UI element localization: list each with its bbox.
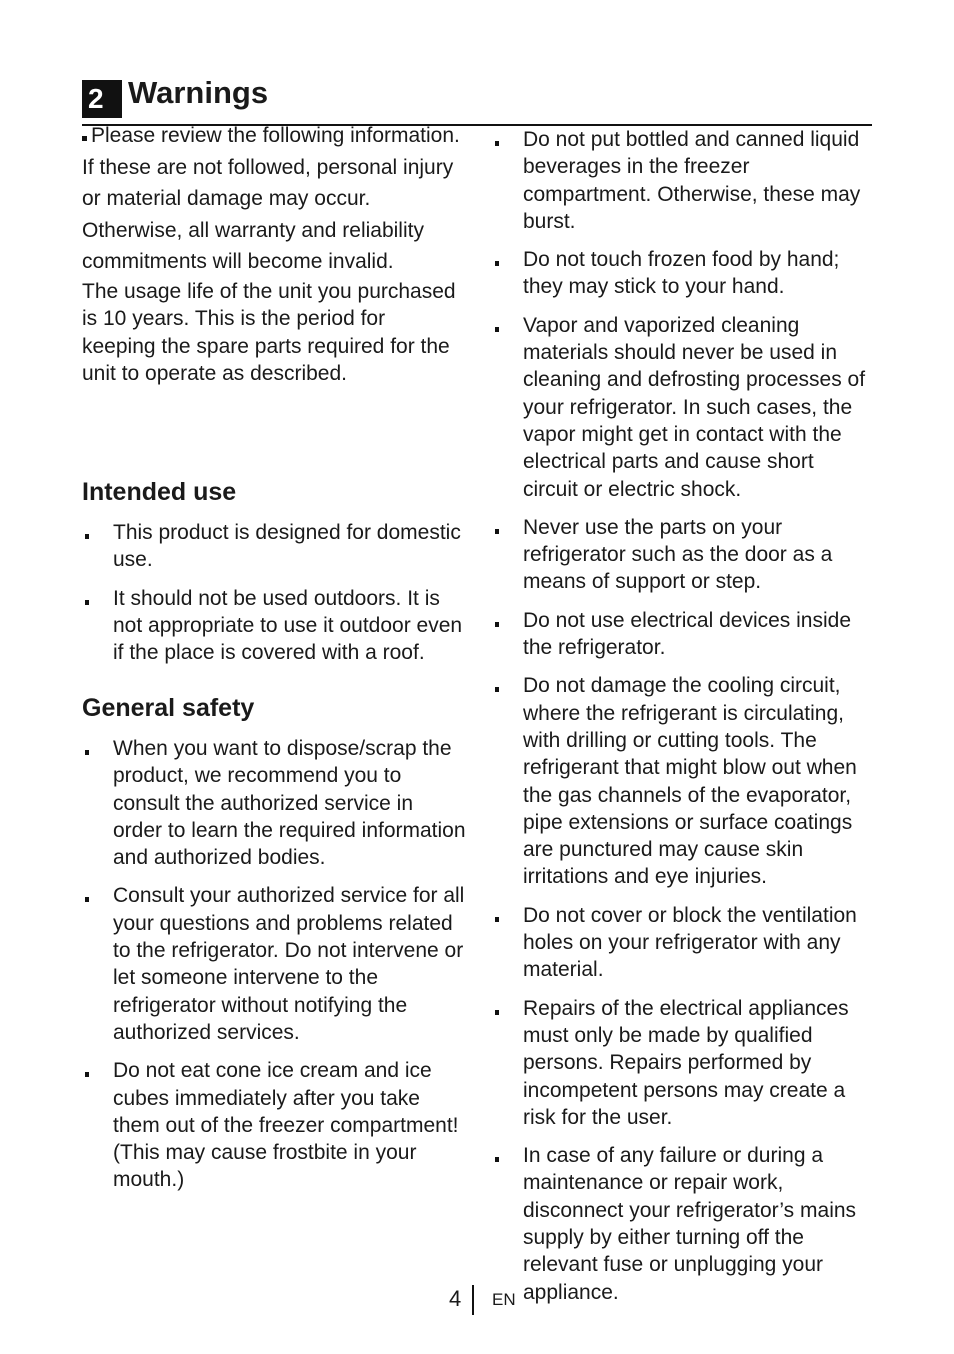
list-item: Repairs of the electrical appliances must only be made by qualified persons. Repairs performed by incompetent persons may create a risk for the user. — [492, 995, 874, 1131]
bullet-icon — [495, 141, 499, 146]
list-item: Do not put bottled and canned liquid beverages in the freezer compartment. Otherwise, these may burst. — [492, 126, 874, 235]
list-item: Do not touch frozen food by hand; they may stick to your hand. — [492, 246, 874, 301]
bullet-icon — [495, 622, 499, 627]
list-item: Consult your authorized service for all your questions and problems related to the refrigerator. Do not intervene or let someone intervene to the refrigerator without notifying the authorized services. — [82, 882, 466, 1046]
language-code: EN — [492, 1290, 516, 1309]
left-column — [82, 120, 464, 387]
warnings-list — [492, 126, 874, 1306]
section-title: Warnings — [128, 75, 269, 110]
list-item: Vapor and vaporized cleaning materials should never be used in cleaning and defrosting processes of your refrigerator. In such cases, the vapor might get in contact with the electrical parts and cause short circuit or electric shock. — [492, 312, 874, 503]
page-number: 4 — [449, 1286, 462, 1311]
list-item: This product is designed for domestic use. — [82, 519, 466, 574]
general-safety-list — [82, 735, 466, 1194]
bullet-icon — [85, 897, 89, 902]
list-item: Do not damage the cooling circuit, where the refrigerant is circulating, with drilling or cutting tools. The refrigerant that might blow out when the gas channels of the evaporator, pipe extensions or surface coatings are punctured may cause skin irritations and eye injuries. — [492, 672, 874, 890]
bullet-icon — [495, 1010, 499, 1015]
section-header — [82, 74, 872, 126]
list-item: In case of any failure or during a maintenance or repair work, disconnect your refrigerator’s mains supply by either turning off the relevant fuse or unplugging your appliance. — [492, 1142, 874, 1306]
bullet-icon — [495, 917, 499, 922]
footer-divider — [472, 1285, 474, 1315]
bullet-icon — [495, 1157, 499, 1162]
bullet-icon — [82, 136, 87, 141]
bullet-icon — [85, 534, 89, 539]
right-column — [492, 126, 874, 1317]
bullet-icon — [495, 261, 499, 266]
bullet-icon — [495, 687, 499, 692]
bullet-icon — [85, 1072, 89, 1077]
bullet-icon — [495, 529, 499, 534]
general-safety-list-wrap — [82, 735, 466, 1205]
intended-use-heading: Intended use — [82, 478, 237, 506]
list-item: Do not use electrical devices inside the refrigerator. — [492, 607, 874, 662]
list-item: Do not cover or block the ventilation holes on your refrigerator with any material. — [492, 902, 874, 984]
general-safety-heading: General safety — [82, 694, 255, 722]
list-item: Do not eat cone ice cream and ice cubes immediately after you take them out of the freezer compartment! (This may cause frostbite in your mouth.) — [82, 1057, 466, 1193]
usage-life-paragraph: The usage life of the unit you purchased is 10 years. This is the period for keeping the spare parts required for the unit to operate as described. — [82, 279, 456, 385]
list-item: Never use the parts on your refrigerator such as the door as a means of support or step. — [492, 514, 874, 596]
bullet-icon — [495, 327, 499, 332]
section-number: 2 — [82, 80, 122, 118]
bullet-icon — [85, 750, 89, 755]
intended-use-list — [82, 519, 466, 666]
list-item: When you want to dispose/scrap the product, we recommend you to consult the authorized service in order to learn the required information and authorized bodies. — [82, 735, 466, 871]
bullet-icon — [85, 600, 89, 605]
intended-use-list-wrap — [82, 519, 466, 677]
intro-paragraph: Please review the following information. If these are not followed, personal injury or material damage may occur. Otherwise, all warranty and reliability commitments will become invalid. — [82, 124, 460, 274]
list-item: It should not be used outdoors. It is not appropriate to use it outdoor even if the place is covered with a roof. — [82, 585, 466, 667]
